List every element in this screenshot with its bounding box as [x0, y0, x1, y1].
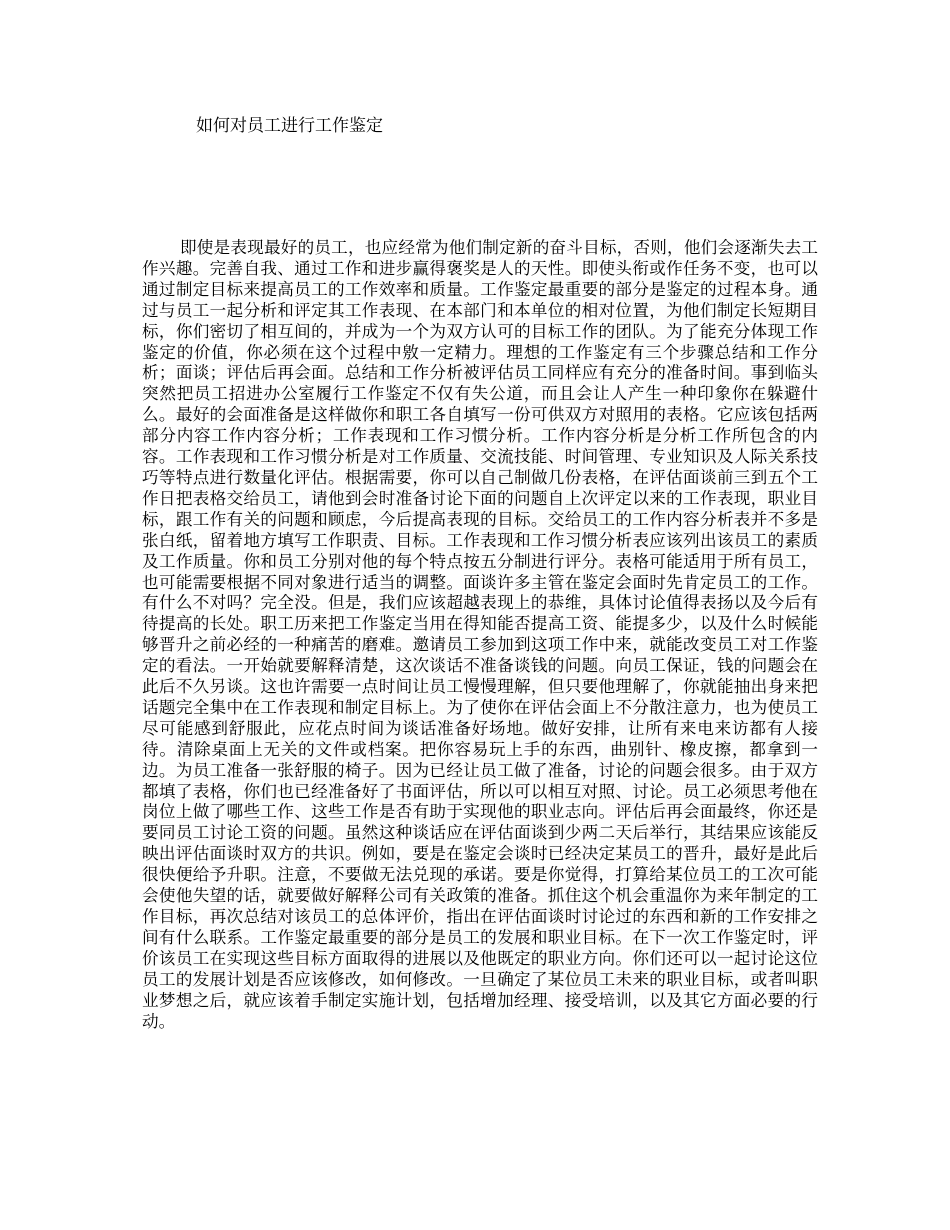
- document-title: 如何对员工进行工作鉴定: [196, 116, 383, 136]
- document-body-paragraph: 即使是表现最好的员工，也应经常为他们制定新的奋斗目标，否则，他们会逐渐失去工作兴趣。完善自我、通过工作和进步赢得褒奖是人的天性。即使头衔或作任务不变，也可以通过制定目标来提高员工的工作效率和质量。工作鉴定最重要的部分是鉴定的过程本身。通过与员工一起分析和评定其工作表现、在本部门和本单位的相对位置，为他们制定长短期目标，你们密切了相互间的，并成为一个为双方认可的目标工作的团队。为了能充分体现工作鉴定的价值，你必须在这个过程中敫一定精力。理想的工作鉴定有三个步骤总结和工作分析；面谈；评估后再会面。总结和工作分析被评估员工同样应有充分的准备时间。事到临头突然把员工招进办公室履行工作鉴定不仅有失公道，而且会让人产生一种印象你在躲避什么。最好的会面准备是这样做你和职工各自填写一份可供双方对照用的表格。它应该包括两部分内容工作内容分析；工作表现和工作习惯分析。工作内容分析是分析工作所包含的内容。工作表现和工作习惯分析是对工作质量、交流技能、时间管理、专业知识及人际关系技巧等特点进行数量化评估。根据需要，你可以自己制做几份表格，在评估面谈前三到五个工作日把表格交给员工，请他到会时准备讨论下面的问题自上次评定以来的工作表现，职业目标，跟工作有关的问题和顾虑，今后提高表现的目标。交给员工的工作内容分析表并不多是张白纸，留着地方填写工作职责、目标。工作表现和工作习惯分析表应该列出该员工的素质及工作质量。你和员工分别对他的每个特点按五分制进行评分。表格可能适用于所有员工，也可能需要根据不同对象进行适当的调整。面谈许多主管在鉴定会面时先肯定员工的工作。有什么不对吗？完全没。但是，我们应该超越表现上的恭维，具体讨论值得表扬以及今后有待提高的长处。职工历来把工作鉴定当用在得知能否提高工资、能提多少，以及什么时候能够晋升之前必经的一种痛苦的磨难。邀请员工参加到这项工作中来，就能改变员工对工作鉴定的看法。一开始就要解释清楚，这次谈话不准备谈钱的问题。向员工保证，钱的问题会在此后不久另谈。这也许需要一点时间让员工慢慢理解，但只要他理解了，你就能抽出身来把话题完全集中在工作表现和制定目标上。为了使你在评估会面上不分散注意力，也为使员工尽可能感到舒服此，应花点时间为谈话准备好场地。做好安排，让所有来电来访都有人接待。清除桌面上无关的文件或档案。把你容易玩上手的东西，曲别针、橡皮擦，都拿到一边。为员工准备一张舒服的椅子。因为已经让员工做了准备，讨论的问题会很多。由于双方都填了表格，你们也已经准备好了书面评估，所以可以相互对照、讨论。员工必须思考他在岗位上做了哪些工作、这些工作是否有助于实现他的职业志向。评估后再会面最终，你还是要同员工讨论工资的问题。虽然这种谈话应在评估面谈到少两二天后举行，其结果应该能反映出评估面谈时双方的共识。例如，要是在鉴定会谈时已经决定某员工的晋升，最好是此后很快便给予升职。注意，不要做无法兑现的承诺。要是你觉得，打算给某位员工的工次可能会使他失望的话，就要做好解释公司有关政策的准备。抓住这个机会重温你为来年制定的工作目标，再次总结对该员工的总体评价，指出在评估面谈时讨论过的东西和新的工作安排之间有什么联系。工作鉴定最重要的部分是员工的发展和职业目标。在下一次工作鉴定时，评价该员工在实现这些目标方面取得的进展以及他既定的职业方向。你们还可以一起讨论这位员工的发展计划是否应该修改，如何修改。一旦确定了某位员工未来的职业目标，或者叫职业梦想之后，就应该着手制定实施计划，包括增加经理、接受培训，以及其它方面必要的行动。: [142, 238, 818, 1031]
